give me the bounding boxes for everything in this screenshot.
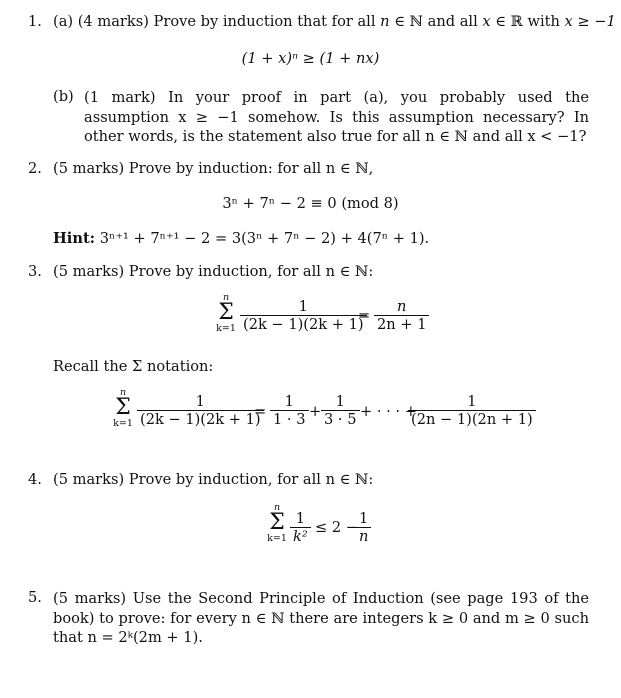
problem-2-text: (5 marks) Prove by induction: for all n ∈ ℕ, <box>53 160 374 177</box>
p4-sum-upper: n <box>273 502 281 513</box>
p4-num: 1 <box>295 510 305 527</box>
sigma-icon: Σ <box>115 395 131 420</box>
problem-1a-formula: (1 + x)ⁿ ≥ (1 + nx) <box>241 50 380 67</box>
problem-4-fraction <box>290 510 311 545</box>
problem-1a-var-n: n <box>380 13 390 30</box>
problem-4-text: (5 marks) Prove by induction, for all n ∈ ℕ: <box>53 471 374 488</box>
problem-1a-text <box>53 13 616 30</box>
problem-3-sum-fraction <box>240 298 367 333</box>
p4-den: k² <box>290 527 311 545</box>
problem-1b-text: (1 mark) In your proof in part (a), you probably used the assumption x ≥ −1 somehow. Is this assumption necessary? In other words, is the statement also true for all n ∈ ℕ and all x < −1? <box>84 89 589 145</box>
problem-3-text: (5 marks) Prove by induction, for all n ∈ ℕ: <box>53 263 374 280</box>
hint-text: 3ⁿ⁺¹ + 7ⁿ⁺¹ − 2 = 3(3ⁿ + 7ⁿ − 2) + 4(7ⁿ + 1). <box>99 230 430 247</box>
rhs-num: n <box>397 298 407 315</box>
problem-4-number: 4. <box>28 471 42 488</box>
problem-3-term1 <box>270 393 309 428</box>
hint-label: Hint: <box>53 230 96 247</box>
frac-den: (2k − 1)(2k + 1) <box>137 410 264 428</box>
problem-1a-label: (a) <box>53 13 74 30</box>
problem-3-rhs <box>374 298 429 333</box>
problem-3-recall-equals: = <box>254 403 267 420</box>
problem-3-termn <box>408 393 536 428</box>
t2-den: 3 · 5 <box>321 410 360 428</box>
problem-1a-text-mid2: ∈ ℕ and all <box>389 13 483 30</box>
t2-num: 1 <box>335 393 345 410</box>
problem-3-recall-fraction <box>137 393 267 428</box>
problem-2-hint <box>53 230 429 247</box>
frac-num: 1 <box>298 298 308 315</box>
sum-upper: n <box>222 292 230 303</box>
recall-sum-lower: k=1 <box>113 418 133 429</box>
problem-1a-var-x: x <box>482 13 491 30</box>
problem-3-dots: + · · · + <box>360 403 417 420</box>
problem-3-plus: + <box>309 403 322 420</box>
problem-4-sigma <box>263 503 291 544</box>
problem-3-term2 <box>321 393 360 428</box>
recall-sum-upper: n <box>119 387 127 398</box>
p4-sum-lower: k=1 <box>267 533 287 544</box>
problem-3-recall-sigma <box>109 388 137 429</box>
sigma-icon: Σ <box>218 300 234 325</box>
problem-3-number: 3. <box>28 263 42 280</box>
sum-lower: k=1 <box>216 323 236 334</box>
tn-num: 1 <box>467 393 477 410</box>
problem-5-text: (5 marks) Use the Second Principle of Induction (see page 193 of the book) to prove: for every n ∈ ℕ there are integers k ≥ 0 and m ≥ 0 such that n = 2ᵏ(2m + 1). <box>53 590 589 646</box>
problem-2-formula: 3ⁿ + 7ⁿ − 2 ≡ 0 (mod 8) <box>222 195 399 212</box>
problem-1a-text-mid4: ∈ ℝ with <box>490 13 565 30</box>
p4-rhs-num: 1 <box>359 510 369 527</box>
problem-4-rhs <box>356 510 371 545</box>
problem-3-equals: = <box>358 307 371 324</box>
frac-num: 1 <box>195 393 205 410</box>
problem-3-sum-sigma <box>212 293 240 334</box>
rhs-den: 2n + 1 <box>374 315 429 333</box>
problem-1b-label: (b) <box>53 88 74 105</box>
problem-4-relation: ≤ 2 − <box>315 519 359 536</box>
tn-den: (2n − 1)(2n + 1) <box>408 410 536 428</box>
problem-5-number: 5. <box>28 589 42 606</box>
problem-1a-text-pre: (4 marks) Prove by induction that for all <box>77 13 381 30</box>
t1-den: 1 · 3 <box>270 410 309 428</box>
t1-num: 1 <box>284 393 294 410</box>
p4-rhs-den: n <box>356 527 371 545</box>
problem-1-number: 1. <box>28 13 42 30</box>
frac-den: (2k − 1)(2k + 1) <box>240 315 367 333</box>
problem-1a-condition: x ≥ −1 <box>564 13 616 30</box>
problem-2-number: 2. <box>28 160 42 177</box>
sigma-icon: Σ <box>269 510 285 535</box>
problem-3-recall: Recall the Σ notation: <box>53 358 214 375</box>
